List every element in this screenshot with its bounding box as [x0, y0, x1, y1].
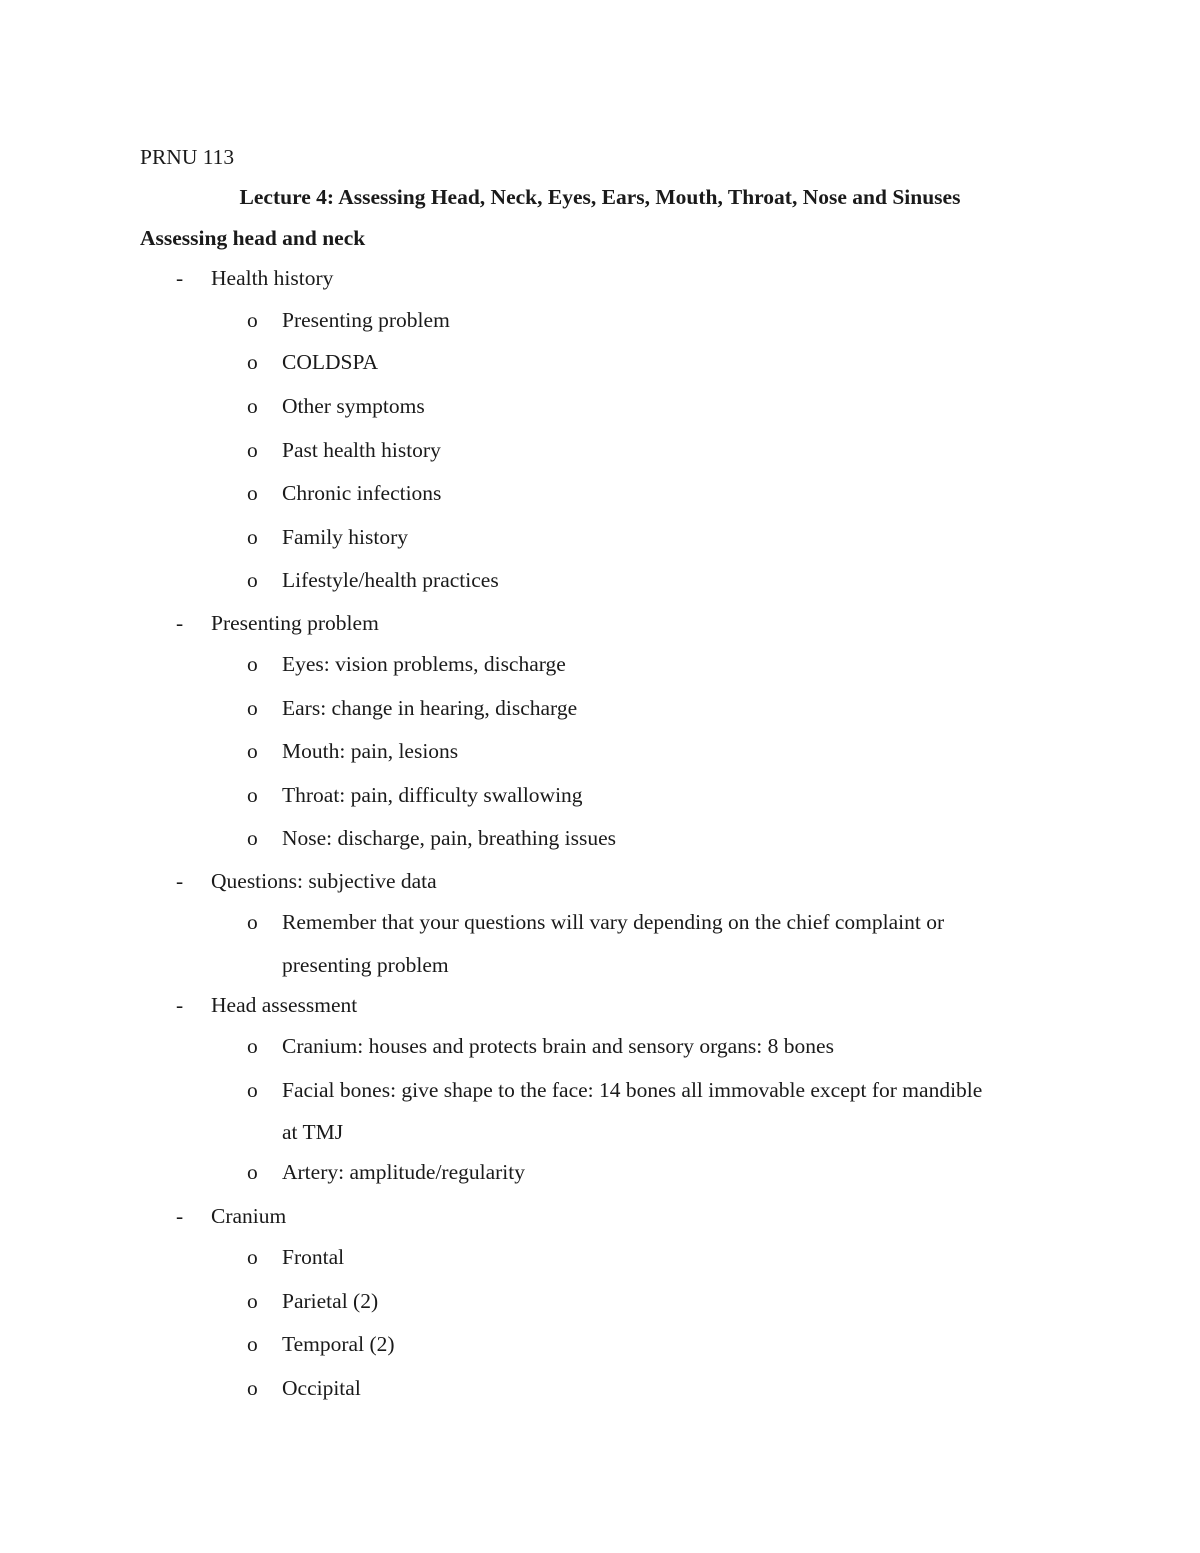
bullet-marker: o: [247, 481, 258, 505]
bullet-marker: o: [247, 826, 258, 850]
list-item: Chronic infections: [282, 481, 442, 505]
bullet-marker: o: [247, 1376, 258, 1400]
list-item: Parietal (2): [282, 1289, 379, 1313]
list-item: Cranium: houses and protects brain and sensory organs: 8 bones: [282, 1034, 834, 1058]
bullet-marker: o: [247, 1160, 258, 1184]
dash-marker: -: [176, 1204, 184, 1228]
section-heading: Assessing head and neck: [140, 226, 366, 250]
list-heading-health-history: Health history: [211, 266, 334, 290]
bullet-marker: o: [247, 568, 258, 592]
bullet-marker: o: [247, 910, 258, 934]
list-item: Other symptoms: [282, 394, 425, 418]
bullet-marker: o: [247, 696, 258, 720]
bullet-marker: o: [247, 525, 258, 549]
list-heading-presenting-problem: Presenting problem: [211, 611, 379, 635]
lecture-title: Lecture 4: Assessing Head, Neck, Eyes, Ears, Mouth, Throat, Nose and Sinuses: [239, 185, 961, 209]
list-item: Occipital: [282, 1376, 361, 1400]
dash-marker: -: [176, 266, 184, 290]
list-item: Past health history: [282, 438, 441, 462]
bullet-marker: o: [247, 739, 258, 763]
bullet-marker: o: [247, 1034, 258, 1058]
list-item: Frontal: [282, 1245, 345, 1269]
list-heading-cranium: Cranium: [211, 1204, 287, 1228]
list-item-continuation: presenting problem: [282, 953, 449, 977]
bullet-marker: o: [247, 308, 258, 332]
list-item: Family history: [282, 525, 409, 549]
bullet-marker: o: [247, 1245, 258, 1269]
bullet-marker: o: [247, 1078, 258, 1102]
course-code: PRNU 113: [140, 145, 235, 169]
list-item: Eyes: vision problems, discharge: [282, 652, 566, 676]
bullet-marker: o: [247, 438, 258, 462]
list-item: Artery: amplitude/regularity: [282, 1160, 525, 1184]
list-item: Remember that your questions will vary depending on the chief complaint or: [282, 910, 945, 934]
dash-marker: -: [176, 993, 184, 1017]
list-item-continuation: at TMJ: [282, 1120, 344, 1144]
list-item: Presenting problem: [282, 308, 450, 332]
list-item: COLDSPA: [282, 350, 378, 374]
bullet-marker: o: [247, 1289, 258, 1313]
list-item: Facial bones: give shape to the face: 14 bones all immovable except for mandible: [282, 1078, 983, 1102]
list-heading-questions: Questions: subjective data: [211, 869, 437, 893]
list-item: Throat: pain, difficulty swallowing: [282, 783, 583, 807]
dash-marker: -: [176, 611, 184, 635]
list-item: Ears: change in hearing, discharge: [282, 696, 578, 720]
list-heading-head-assessment: Head assessment: [211, 993, 358, 1017]
list-item: Nose: discharge, pain, breathing issues: [282, 826, 616, 850]
dash-marker: -: [176, 869, 184, 893]
list-item: Lifestyle/health practices: [282, 568, 499, 592]
bullet-marker: o: [247, 350, 258, 374]
bullet-marker: o: [247, 1332, 258, 1356]
list-item: Mouth: pain, lesions: [282, 739, 459, 763]
list-item: Temporal (2): [282, 1332, 395, 1356]
bullet-marker: o: [247, 394, 258, 418]
bullet-marker: o: [247, 652, 258, 676]
bullet-marker: o: [247, 783, 258, 807]
